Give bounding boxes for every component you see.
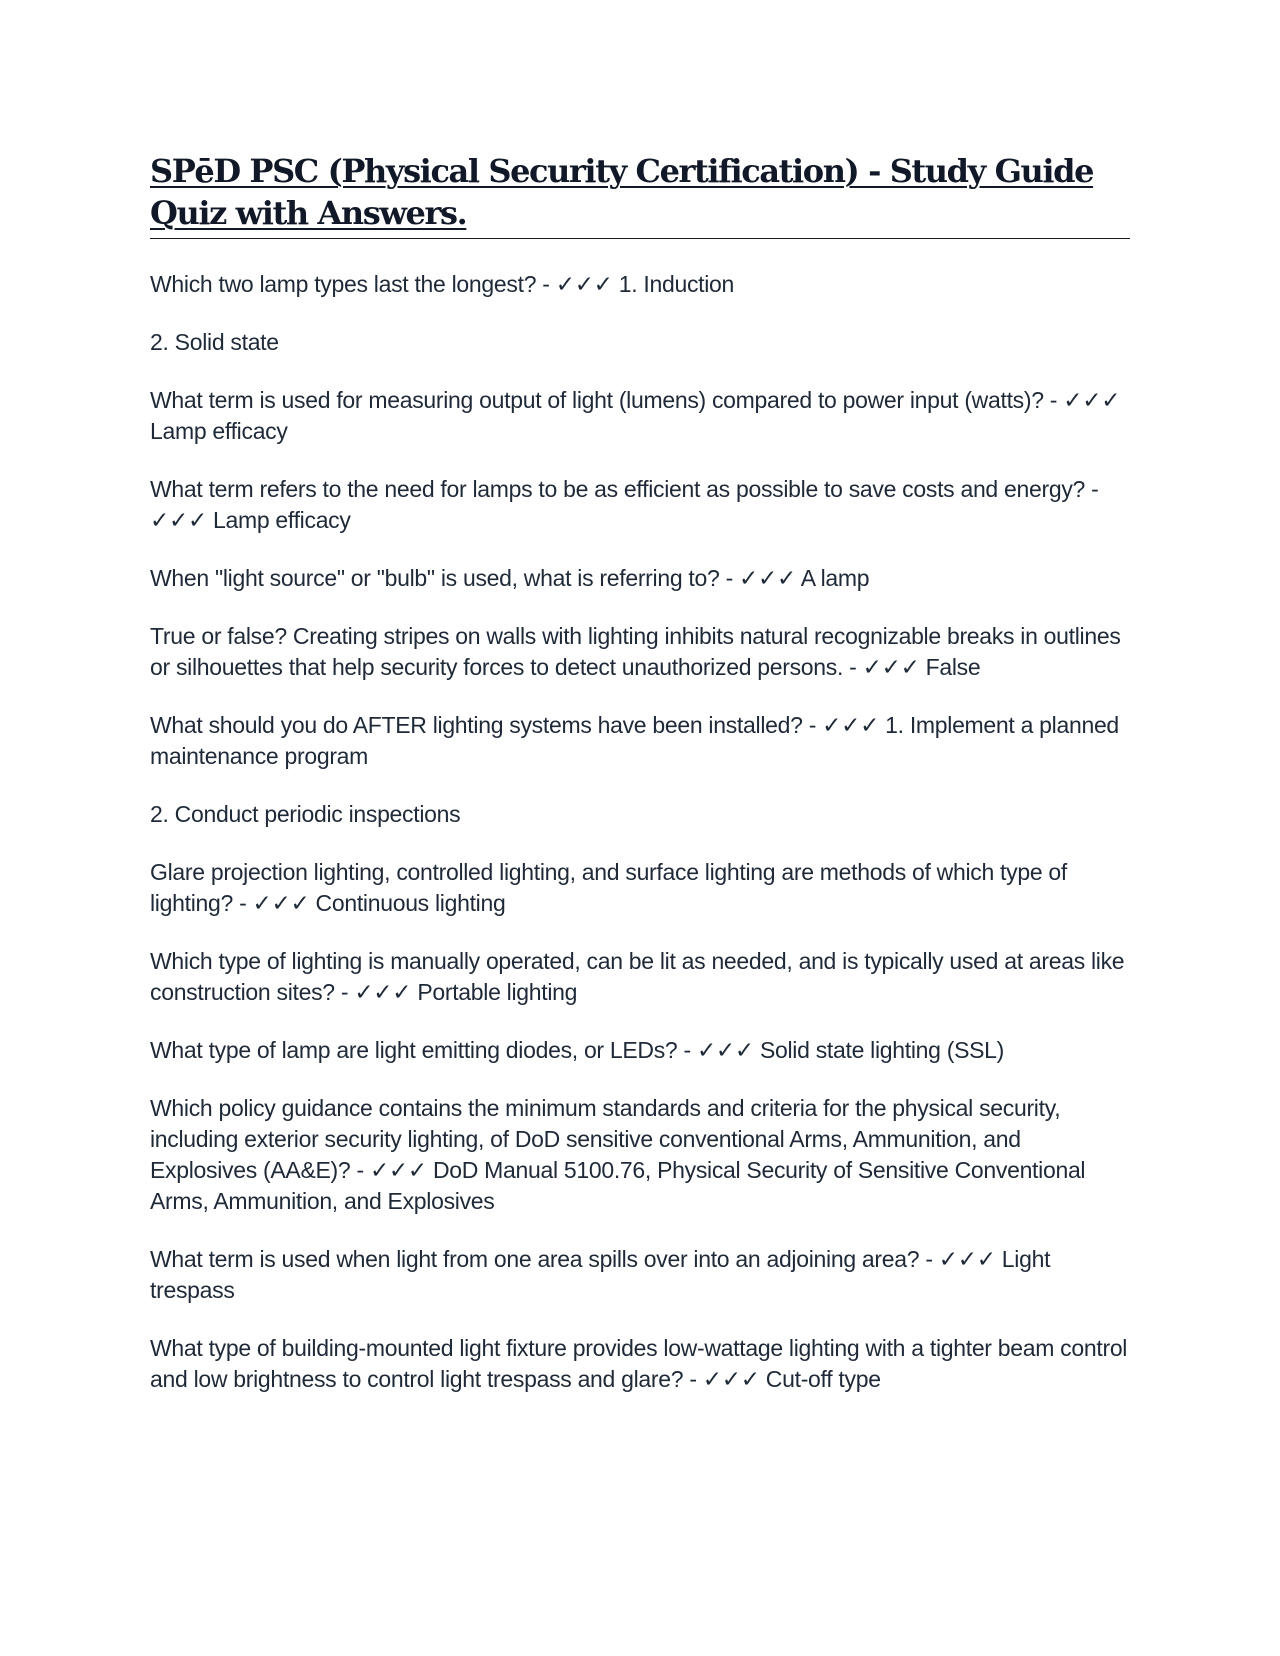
- qa-paragraph: 2. Solid state: [150, 329, 279, 355]
- title-block: [150, 150, 1130, 239]
- qa-paragraph: 2. Conduct periodic inspections: [150, 801, 461, 827]
- document-body: [150, 150, 1130, 1422]
- qa-paragraph: When "light source" or "bulb" is used, what is referring to? - ✓✓✓ A lamp: [150, 565, 870, 591]
- qa-paragraph: What type of building-mounted light fixture provides low-wattage lighting with a tighter beam control and low brightness to control light trespass and glare? - ✓✓✓ Cut-off type: [150, 1335, 1128, 1392]
- page-title: SPēD PSC (Physical Security Certification) - Study Guide Quiz with Answers.: [150, 152, 1094, 232]
- qa-paragraph: What term is used when light from one area spills over into an adjoining area? - ✓✓✓ Light trespass: [150, 1246, 1051, 1303]
- qa-paragraph: What should you do AFTER lighting systems have been installed? - ✓✓✓ 1. Implement a planned maintenance program: [150, 712, 1119, 769]
- qa-paragraph: Glare projection lighting, controlled lighting, and surface lighting are methods of which type of lighting? - ✓✓✓ Continuous lighting: [150, 859, 1068, 916]
- qa-paragraph: Which type of lighting is manually operated, can be lit as needed, and is typically used at areas like construction sites? - ✓✓✓ Portable lighting: [150, 948, 1125, 1005]
- qa-paragraph: Which two lamp types last the longest? - ✓✓✓ 1. Induction: [150, 271, 735, 297]
- qa-paragraph: What term refers to the need for lamps to be as efficient as possible to save costs and energy? - ✓✓✓ Lamp efficacy: [150, 476, 1099, 533]
- qa-paragraph: Which policy guidance contains the minimum standards and criteria for the physical security, including exterior security lighting, of DoD sensitive conventional Arms, Ammunition, and Explosives (AA&E)? - ✓✓✓ DoD Manual 5100.76, Physical Security of Sensitive Conventional Arms, Ammunition, and Explosives: [150, 1095, 1086, 1214]
- qa-paragraph: What term is used for measuring output of light (lumens) compared to power input (watts)? - ✓✓✓ Lamp efficacy: [150, 387, 1121, 444]
- qa-paragraph: What type of lamp are light emitting diodes, or LEDs? - ✓✓✓ Solid state lighting (SSL): [150, 1037, 1005, 1063]
- qa-paragraph: True or false? Creating stripes on walls with lighting inhibits natural recognizable breaks in outlines or silhouettes that help security forces to detect unauthorized persons. - ✓✓✓ False: [150, 623, 1121, 680]
